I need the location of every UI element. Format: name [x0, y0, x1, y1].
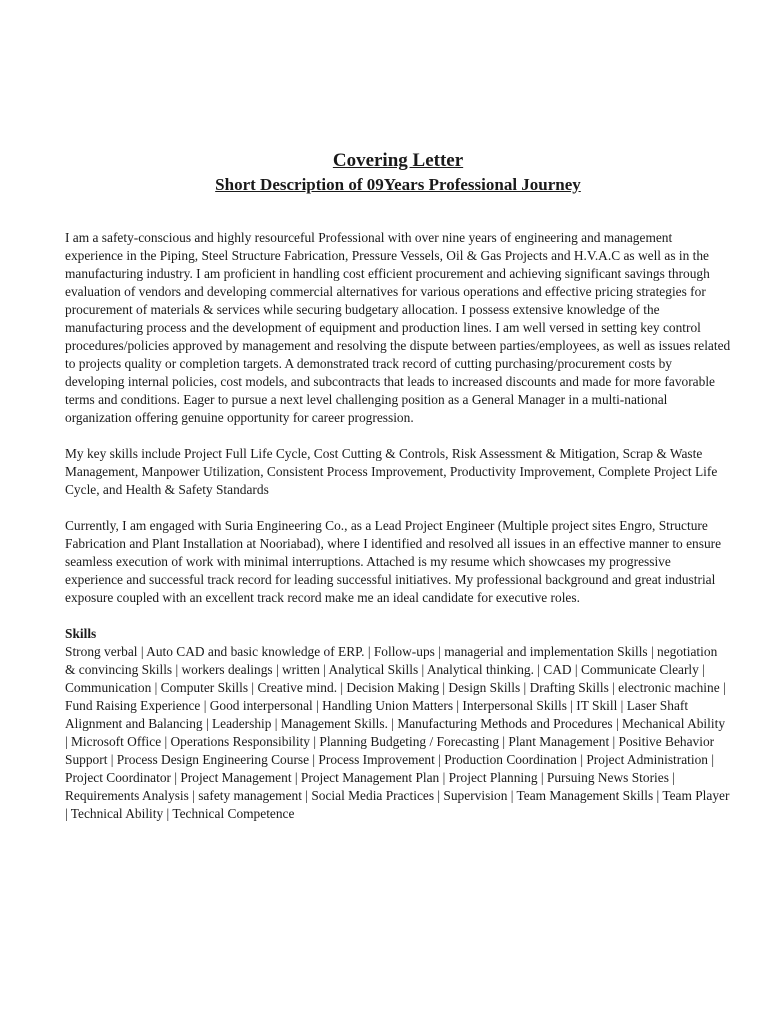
heading-block	[0, 148, 768, 196]
skills-list: Strong verbal | Auto CAD and basic knowledge of ERP. | Follow-ups | managerial and implementation Skills | negotiation & convincing Skills | workers dealings | written | Analytical Skills | Analytical thinking. | CAD | Communicate Clearly | Communication | Computer Skills | Creative mind. | Decision Making | Design Skills | Drafting Skills | electronic machine | Fund Raising Experience | Good interpersonal | Handling Union Matters | Interpersonal Skills | IT Skill | Laser Shaft Alignment and Balancing | Leadership | Management Skills. | Manufacturing Methods and Procedures | Mechanical Ability | Microsoft Office | Operations Responsibility | Planning Budgeting / Forecasting | Plant Management | Positive Behavior Support | Process Design Engineering Course | Process Improvement | Production Coordination | Project Administration | Project Coordinator | Project Management | Project Management Plan | Project Planning | Pursuing News Stories | Requirements Analysis | safety management | Social Media Practices | Supervision | Team Management Skills | Team Player | Technical Ability | Technical Competence	[65, 644, 730, 821]
skills-heading: Skills	[65, 626, 97, 641]
current-role-paragraph: Currently, I am engaged with Suria Engineering Co., as a Lead Project Engineer (Multiple project sites Engro, Structure Fabrication and Plant Installation at Nooriabad), where I identified and resolved all issues in an effective manner to ensure seamless execution of work with minimal interruptions. Attached is my resume which showcases my progressive experience and successful track record for leading successful initiatives. My professional background and great industrial exposure coupled with an excellent track record make me an ideal candidate for executive roles.	[65, 518, 722, 605]
letter-body	[65, 229, 731, 823]
intro-paragraph: I am a safety-conscious and highly resourceful Professional with over nine years of engineering and management experience in the Piping, Steel Structure Fabrication, Pressure Vessels, Oil & Gas Projects and H.V.A.C as well as in the manufacturing industry. I am proficient in handling cost efficient procurement and achieving significant savings through evaluation of vendors and developing commercial alternatives for various operations and effective pricing strategies for procurement of materials & services while securing budgetary allocation. I possess extensive knowledge of the manufacturing process and the development of equipment and production lines. I am well versed in setting key control procedures/policies approved by management and resolving the dispute between parties/employees, as well as issues related to projects quality or completion targets. A demonstrated track record of cutting purchasing/procurement costs by developing internal policies, cost models, and subcontracts that leads to increased discounts and made for more favorable terms and conditions. Eager to pursue a next level challenging position as a General Manager in a multi-national organization offering genuine opportunity for career progression.	[65, 230, 731, 425]
letter-title: Covering Letter	[332, 150, 464, 171]
key-skills-paragraph: My key skills include Project Full Life Cycle, Cost Cutting & Controls, Risk Assessment & Mitigation, Scrap & Waste Management, Manpower Utilization, Consistent Process Improvement, Productivity Improvement, Complete Project Life Cycle, and Health & Safety Standards	[65, 446, 718, 497]
letter-subtitle: Short Description of 09Years Professional Journey	[215, 175, 581, 194]
